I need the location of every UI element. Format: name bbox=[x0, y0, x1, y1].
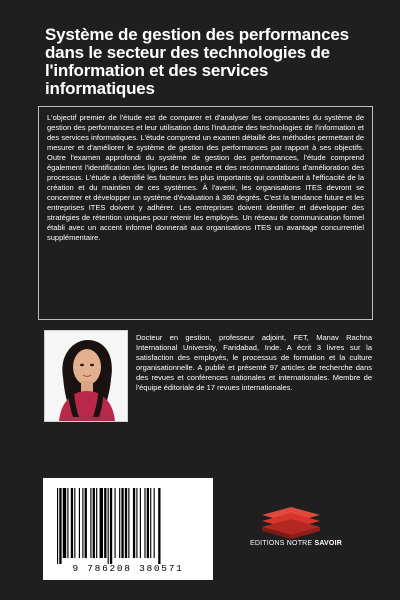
abstract-text: L'objectif premier de l'étude est de comparer et d'analyser les composantes du système de gestion des performances et leur utilisation dans l'industrie des technologies de l'information et des services informatiques. L'étude comprend un examen détaillé des méthodes permettant de mesurer et d'améliorer le système de gestion des performances par rapport à ses objectifs. Outre l'examen approfondi du système de gestion des performances, l'étude comprend également l'identification des lignes de tendance et des recommandations d'amélioration des processus. L'étude a identifié les facteurs les plus importants qui contribuent à l'efficacité de la création et du maintien de ces systèmes. À l'avenir, les organisations ITES devront se concentrer et développer un système d'évaluation à 360 degrés. C'est la tendance future et les entreprises ITES doivent y adhérer. Les entreprises doivent identifier et développer des stratégies de rétention uniques pour retenir les employés. Un réseau de communication formel établi avec un accent informel donnerait aux organisations ITES un avantage concurrentiel supplémentaire. bbox=[47, 113, 364, 242]
publisher-name-light: EDITIONS NOTRE bbox=[250, 540, 315, 547]
publisher-name bbox=[248, 540, 344, 547]
abstract-panel bbox=[38, 106, 373, 320]
stacked-books-icon bbox=[258, 505, 324, 539]
isbn-barcode bbox=[43, 478, 213, 580]
publisher-name-bold: SAVOIR bbox=[314, 540, 342, 547]
author-photo bbox=[44, 330, 128, 422]
author-portrait-image bbox=[45, 331, 127, 421]
isbn-number: 9 786208 380571 bbox=[72, 563, 184, 574]
book-title: Système de gestion des performances dans le secteur des technologies de l'information et des services informatiques bbox=[45, 25, 349, 98]
author-bio: Docteur en gestion, professeur adjoint, FET, Manav Rachna International University, Faridabad, Inde. A écrit 3 livres sur la satisfaction des employés, le processus de formation et la culture organisationnelle. A publié et présenté 97 articles de recherche dans des revues et conférences nationales et internationales. Membre de l'équipe éditoriale de 17 revues internationales. bbox=[136, 333, 372, 392]
